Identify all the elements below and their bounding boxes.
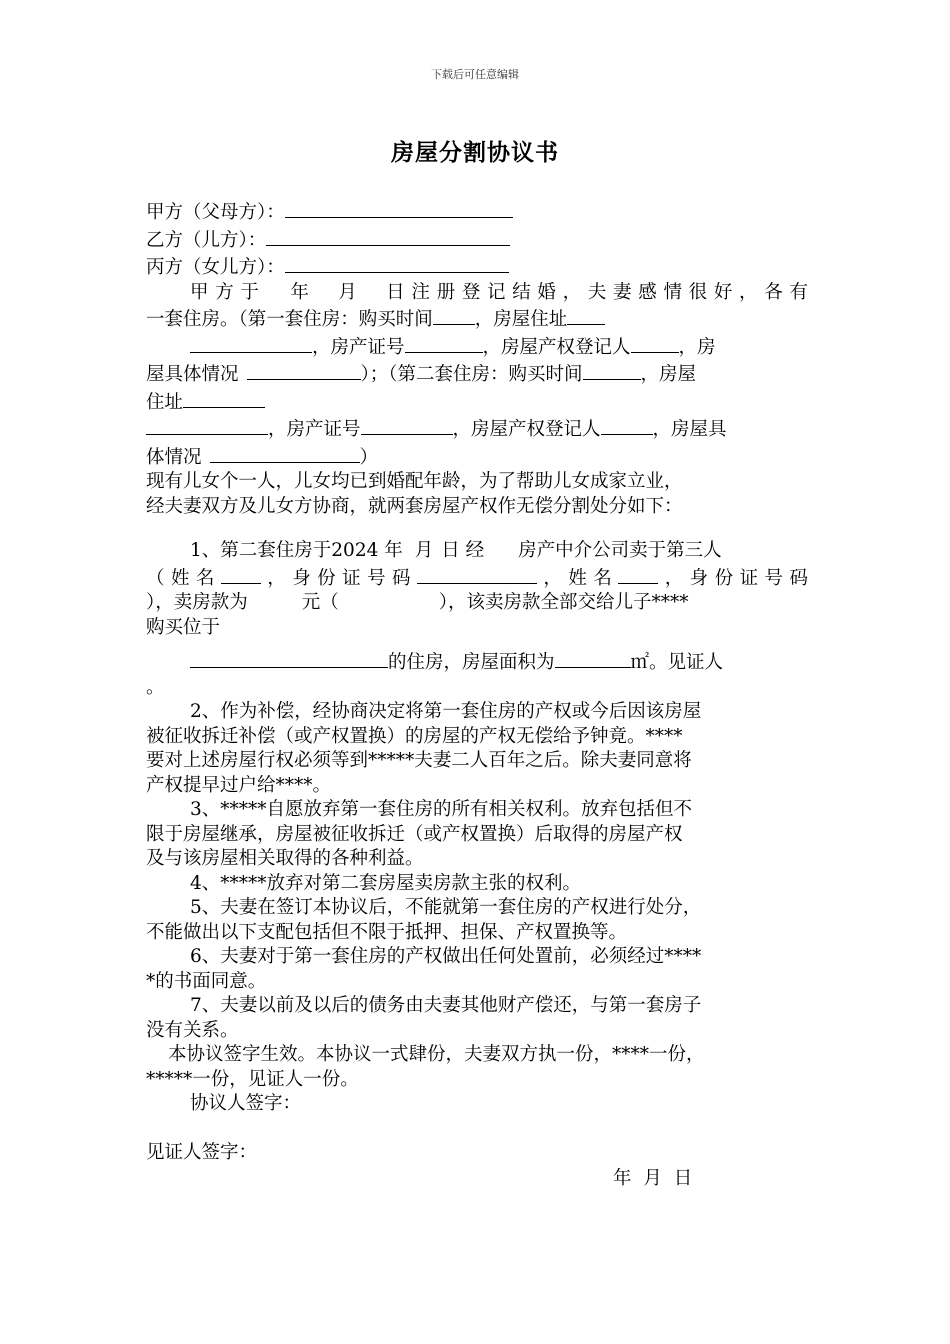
- blank: [631, 333, 679, 353]
- clause-2-line-1: 2、作为补偿，经协商决定将第一套住房的产权或今后因该房屋: [190, 701, 702, 722]
- intro-text: 住址: [146, 391, 184, 413]
- effect-line-1: 本协议签字生效。本协议一式肆份，夫妻双方执一份，****一份，: [168, 1044, 705, 1065]
- intro-text: ，房屋具: [652, 419, 727, 440]
- blank: [433, 305, 475, 325]
- clause-2-line-3: 要对上述房屋行权必须等到*****夫妻二人百年之后。除夫妻同意将: [146, 750, 692, 771]
- clause-3-line-1: 3、*****自愿放弃第一套住房的所有相关权利。放弃包括但不: [190, 799, 693, 820]
- clause-3-line-3: 及与该房屋相关取得的各种利益。: [146, 848, 424, 869]
- intro-text: 日注册登记结婚，夫妻感情很好，各有: [379, 281, 808, 303]
- clause-text: ㎡。见证人: [630, 652, 724, 673]
- blank: [146, 415, 268, 435]
- intro-text: 甲方于: [190, 281, 266, 303]
- clause-text: 元（: [301, 592, 339, 613]
- clause-text: ，姓名: [536, 567, 619, 589]
- clause-5-line-1: 5、夫妻在签订本协议后，不能就第一套住房的产权进行处分，: [190, 897, 702, 918]
- intro-line-3: [146, 333, 808, 361]
- blank: [583, 360, 641, 380]
- clause-3-line-2: 限于房屋继承，房屋被征收拆迁（或产权置换）后取得的房屋产权: [146, 823, 683, 845]
- blank: [555, 648, 631, 668]
- blank: [190, 333, 312, 353]
- blank: [405, 333, 483, 353]
- blank: [183, 388, 265, 408]
- clause-2-line-4: 产权提早过户给****。: [146, 774, 332, 796]
- clause-7-line-1: 7、夫妻以前及以后的债务由夫妻其他财产偿还，与第一套房子: [190, 995, 702, 1016]
- clause-text: 2024 年: [331, 540, 403, 561]
- party-c-label: 丙方（女儿方）：: [146, 257, 285, 278]
- blank: [417, 564, 537, 584]
- blank: [361, 415, 453, 435]
- clause-7-line-2: 没有关系。: [146, 1019, 239, 1041]
- intro-line-6: [146, 415, 808, 443]
- date-line: 年 月 日: [613, 1168, 693, 1189]
- clause-text: ），卖房款为: [146, 592, 248, 613]
- intro-text: ，房产证号: [268, 419, 361, 440]
- intro-text: ，房屋产权登记人: [482, 336, 631, 358]
- clause-text: 日 经: [441, 540, 485, 561]
- party-c-blank: [285, 253, 509, 273]
- intro-text: ，房: [678, 336, 716, 358]
- clause-4-line-1: 4、*****放弃对第二套房屋卖房款主张的权利。: [190, 872, 582, 894]
- blank: [601, 415, 653, 435]
- clause-1-line-6: 。: [146, 676, 165, 698]
- clause-6-line-1: 6、夫妻对于第一套住房的产权做出任何处置前，必须经过****: [190, 946, 702, 967]
- intro-text: 一套住房。（第一套住房：购买时间: [146, 309, 433, 330]
- party-a-line: [146, 198, 808, 226]
- intro-text: ）: [359, 446, 379, 468]
- party-a-label: 甲方（父母方）：: [146, 202, 285, 223]
- clause-text: ，身份证号码: [658, 567, 808, 589]
- witness-label: 见证人签字：: [146, 1141, 258, 1163]
- intro-text: 年: [283, 281, 316, 303]
- party-b-line: [146, 226, 808, 254]
- intro-line-8: 现有儿女个一人，儿女均已到婚配年龄，为了帮助儿女成家立业，: [146, 471, 683, 492]
- party-b-blank: [266, 226, 510, 246]
- clause-text: ），该卖房款全部交给儿子****: [438, 592, 689, 613]
- blank: [247, 360, 361, 380]
- clause-1-line-3: [146, 591, 808, 616]
- clause-1-line-2: [146, 564, 808, 592]
- party-b-label: 乙方（儿方）：: [146, 229, 267, 251]
- effect-line-2: *****一份，见证人一份。: [146, 1068, 359, 1090]
- intro-text: ，房屋: [640, 364, 697, 385]
- clause-2-line-2: 被征收拆迁补偿（或产权置换）的房屋的产权无偿给予钟竟。****: [146, 725, 683, 747]
- intro-line-1: [146, 281, 808, 306]
- blank: [221, 564, 261, 584]
- document-body: [146, 198, 808, 1165]
- signer-label: 协议人签字：: [190, 1093, 302, 1114]
- intro-text: ，房屋住址: [474, 309, 568, 330]
- blank: [567, 305, 605, 325]
- document-title: 房屋分割协议书: [391, 139, 559, 166]
- intro-text: 月: [331, 281, 364, 303]
- clause-5-line-2: 不能做出以下支配包括但不限于抵押、担保、产权置换等。: [146, 921, 628, 943]
- intro-line-4: [146, 360, 808, 388]
- intro-text: 体情况: [146, 446, 202, 468]
- intro-line-7: [146, 443, 808, 471]
- blank: [618, 564, 658, 584]
- clause-text: （姓名: [146, 567, 221, 589]
- clause-text: 月: [414, 540, 434, 561]
- intro-text: 屋具体情况: [146, 364, 239, 385]
- clause-1-line-1: [146, 539, 808, 564]
- intro-line-2: [146, 305, 808, 333]
- clause-text: 的住房，房屋面积为: [388, 652, 555, 673]
- intro-text: ）；（第二套住房：购买时间: [360, 364, 583, 385]
- clause-text: ，身份证号码: [260, 567, 417, 589]
- clause-text: 房产中介公司卖于第三人: [518, 540, 722, 561]
- header-note: 下载后可任意编辑: [431, 68, 519, 81]
- clause-text: 1、第二套住房于: [190, 540, 332, 561]
- intro-line-9: 经夫妻双方及儿女方协商，就两套房屋产权作无偿分割处分如下：: [146, 495, 683, 517]
- blank: [210, 443, 360, 463]
- party-c-line: [146, 253, 808, 281]
- intro-line-5: [146, 388, 808, 416]
- intro-text: ，房屋产权登记人: [452, 419, 601, 440]
- clause-1-line-4: 购买位于: [146, 616, 221, 638]
- clause-6-line-2: *的书面同意。: [146, 970, 267, 992]
- intro-text: ，房产证号: [312, 336, 405, 358]
- party-a-blank: [285, 198, 513, 218]
- blank: [190, 648, 388, 668]
- clause-1-line-5: [146, 648, 808, 676]
